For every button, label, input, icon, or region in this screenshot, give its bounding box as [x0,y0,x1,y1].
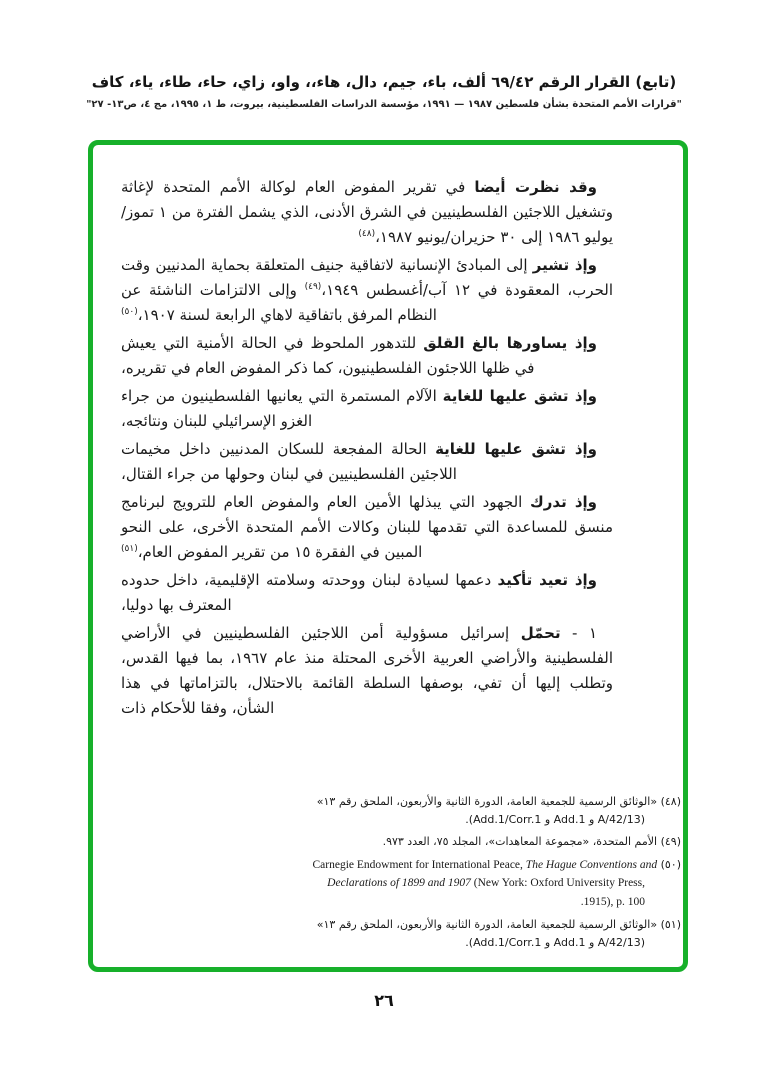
paragraph-recalling-geneva [121,253,613,328]
page-header [0,72,768,111]
paragraph-text: إسرائيل مسؤولية أمن اللاجئين الفلسطينيين في الأراضي الفلسطينية والأراضي العربية الأخرى المحتلة منذ عام ١٩٦٧، بما فيها القدس، وتطلب إليها أن تفي، بوصفها السلطة القائمة بالاحتلال، بالتزاماتها في هذا الشأن، وفقا للأحكام ذات [121,624,613,717]
footnote-ref-50: (٥٠) [121,307,138,317]
paragraph-distressed-suffering [121,384,613,434]
footnote-marker: (٥٠) [660,857,681,871]
lead-phrase: وإذ تشق عليها للغاية [442,387,598,405]
paragraph-text: الآلام المستمرة التي يعانيها الفلسطينيون من جراء الغزو الإسرائيلي للبنان ونتائجه، [121,387,443,430]
footnote-marker: (٥١) [660,918,681,931]
paragraph-concerned-security [121,331,613,381]
paragraph-considered-report [121,175,613,250]
item-number: ١ - [560,624,597,642]
footnote-text: الأمم المتحدة، «مجموعة المعاهدات»، المجلد ٧٥، العدد ٩٧٣. [382,835,658,848]
footnote-ref-49: (٤٩) [304,282,322,292]
footnote-49 [303,833,681,851]
footnote-text: «الوثائق الرسمية للجمعية العامة، الدورة الثانية والأربعون، الملحق رقم ١٣» (A/42/13 و Add.1 و Add.1/Corr.1). [316,795,658,826]
footnote-50 [303,856,681,912]
paragraph-text: للتدهور الملحوظ في الحالة الأمنية التي يعيش في ظلها اللاجئون الفلسطينيون، كما ذكر المفوض العام في تقريره، [121,334,535,377]
paragraph-text: الجهود التي يبذلها الأمين العام والمفوض العام للترويج لبرنامج منسق للمساعدة التي تقدمها للبنان وكالات الأمم المتحدة الأخرى، على النحو المبين في الفقرة ١٥ من تقرير المفوض العام، [121,493,613,561]
lead-phrase: تحمّل [520,624,561,642]
footnote-marker: (٤٨) [660,795,681,808]
paragraph-text: وإلى الالتزامات الناشئة عن النظام المرفق باتفاقية لاهاي الرابعة لسنة ١٩٠٧، [121,281,437,324]
lead-phrase: وإذ تشير [532,256,597,274]
content-frame [88,140,688,972]
paragraph-distressed-camps [121,437,613,487]
lead-phrase: وإذ تشق عليها للغاية [435,440,597,458]
paragraph-text: الحالة المفجعة للسكان المدنيين داخل مخيمات اللاجئين الفلسطينيين في لبنان وحولها من جراء القتال، [121,440,457,483]
paragraph-reaffirming-lebanon [121,568,613,618]
footnote-text-english: Carnegie Endowment for International Peace, [312,858,526,871]
lead-phrase: وإذ تعيد تأكيد [497,571,597,589]
resolution-body [121,175,613,724]
footnote-48 [303,793,681,828]
footnote-text: «الوثائق الرسمية للجمعية العامة، الدورة الثانية والأربعون، الملحق رقم ١٣» (A/42/13 و Add.1 و Add.1/Corr.1). [316,918,658,949]
paragraph-aware-efforts [121,490,613,565]
header-resolution-title: (تابع) القرار الرقم ٦٩/٤٢ ألف، باء، جيم، دال، هاء،، واو، زاي، حاء، طاء، ياء، كاف [91,73,677,91]
lead-phrase: وإذ يساورها بالغ القلق [423,334,597,352]
footnote-text-english-title: The Hague Conventions and Declarations of 1899 and 1907 [327,858,658,889]
paragraph-operative-1 [121,621,613,721]
footnote-51 [303,916,681,951]
paragraph-text: في تقرير المفوض العام لوكالة الأمم المتحدة لإغاثة وتشغيل اللاجئين الفلسطينيين في الشرق الأدنى، الذي يشمل الفترة من ١ تموز/يوليو ١٩٨٦ إلى ٣٠ حزيران/يونيو ١٩٨٧، [121,178,613,246]
header-source-citation: "قرارات الأمم المتحدة بشأن فلسطين ١٩٨٧ — ١٩٩١، مؤسسة الدراسات الفلسطينية، بيروت، ط ١، ١٩٩٥، مج ٤، ص١٣- ٢٧" [86,99,682,110]
paragraph-text: إلى المبادئ الإنسانية لاتفاقية جنيف المتعلقة بحماية المدنيين وقت الحرب، المعقودة في ١٢ آب/أغسطس ١٩٤٩، [121,256,613,299]
footnote-ref-48: (٤٨) [358,229,376,239]
lead-phrase: وقد نظرت أيضا [474,178,597,196]
page-number: ٢٦ [374,991,394,1010]
footnote-marker: (٤٩) [660,835,681,848]
footnote-text-english: (New York: Oxford University Press, 1915), p. 100. [470,877,645,908]
paragraph-text: دعمها لسيادة لبنان ووحدته وسلامته الإقليمية، داخل حدوده المعترف بها دوليا، [121,571,498,614]
footnote-ref-51: (٥١) [121,544,138,554]
lead-phrase: وإذ تدرك [530,493,597,511]
footnotes-section [303,793,681,956]
